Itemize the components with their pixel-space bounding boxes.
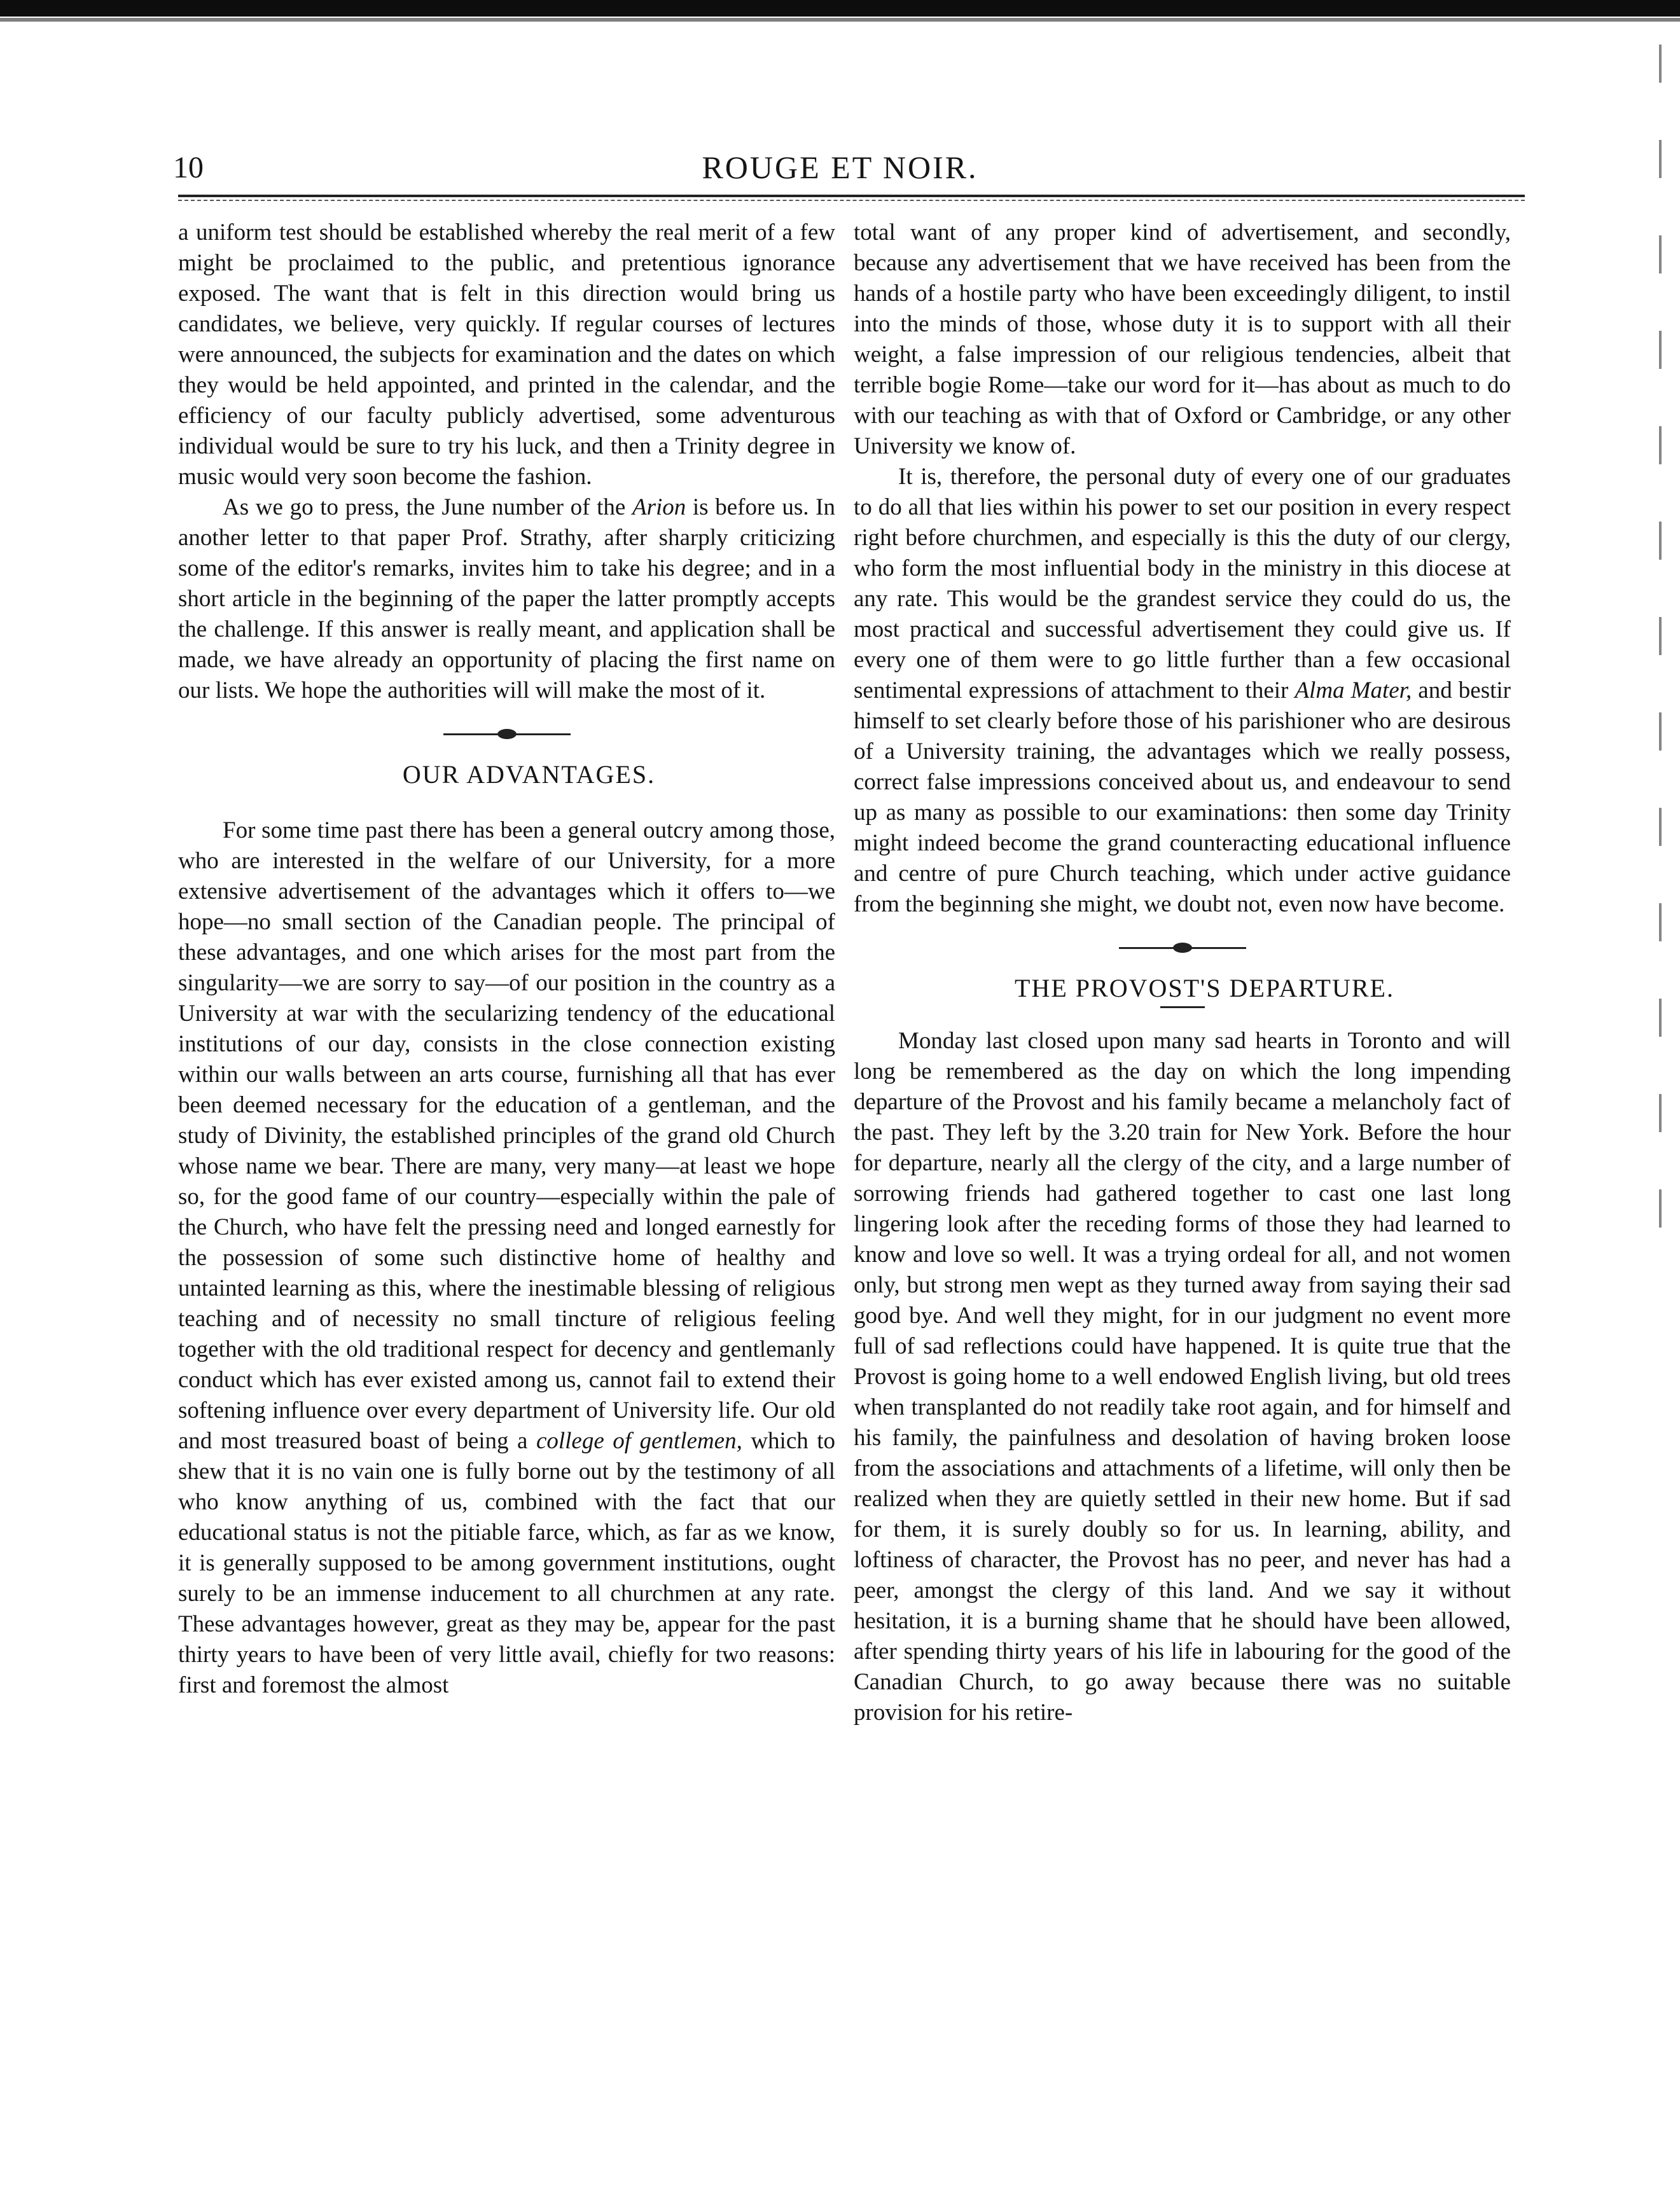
section-ornament [178, 725, 835, 743]
text-run: and bestir himself to set clearly before those of his parishioner who are desirous of a University training, the advantages which we really possess, correct false impressions conceived about us, and endeavour to send up as many as possible to our examinations: then some day Trinity might indeed become the grand counteracting educational influence and centre of pure Church teaching, which under active guidance from the beginning she might, we doubt not, even now have become. [854, 677, 1511, 917]
paragraph: a uniform test should be established whereby the real merit of a few might be proclaimed to the public, and pretentious ignorance exposed. The want that is felt in this direction would bring us candidates, we believe, very quickly. If regular courses of lectures were announced, the subjects for examination and the dates on which they would be held appointed, and printed in the calendar, and the efficiency of our faculty publicly advertised, some adventurous individual would be sure to try his luck, and then a Trinity degree in music would very soon become the fashion. [178, 219, 835, 490]
italic-title: Arion [632, 494, 686, 520]
text-run: As we go to press, the June number of the [223, 494, 632, 520]
left-column [178, 218, 835, 2138]
text-run: It is, therefore, the personal duty of every one of our graduates to do all that lies within his power to set our position in every respect right before churchmen, and especially is this the duty of our clergy, who form the most influential body in the ministry in this diocese at any rate. This would be the grandest service they could do us, the most practical and successful advertisement they could give us. If every one of them were to go little further than a few occasional sentimental expressions of attachment to their [854, 464, 1511, 703]
page-number: 10 [173, 151, 204, 184]
paragraph [854, 462, 1511, 920]
paragraph [178, 492, 835, 706]
section-ornament [854, 939, 1511, 957]
text-run: For some time past there has been a general outcry among those, who are interested in the welfare of our University, for a more extensive advertisement of the advantages which it offers to—we hope—no small section of the Canadian people. The principal of these advantages, and one which arises for the most part from the singularity—we are sorry to say—of our position in the country as a University at war with the secularizing tendency of the educational institutions of our day, consists in the close connection existing within our walls between an arts course, furnishing all that has ever been deemed necessary for the education of a gentleman, and the study of Divinity, the established principles of the grand old Church whose name we bear. There are many, very many—at least we hope so, for the good fame of our country—especially within the pale of the Church, who have felt the pressing need and longed earnestly for the possession of some such distinctive home of healthy and untainted learning as this, where the inestimable blessing of religious teaching and of necessity no small tincture of religious feeling together with the old traditional respect for decency and gentlemanly conduct which has ever existed among us, cannot fail to extend their softening influence over every department of University life. Our old and most treasured boast of being a [178, 817, 835, 1454]
running-title: ROUGE ET NOIR. [702, 149, 978, 185]
section-heading: THE PROVOST'S DEPARTURE. [1015, 974, 1394, 1002]
section-heading: OUR ADVANTAGES. [402, 760, 656, 789]
italic-phrase: Alma Mater, [1295, 677, 1412, 703]
scan-top-shadow [0, 18, 1680, 22]
paragraph: Monday last closed upon many sad hearts in Toronto and will long be remembered as the day on which the long impending departure of the Provost and his family became a melancholy fact of the past. They left by the 3.20 train for New York. Before the hour for departure, nearly all the clergy of the city, and a large number of sorrowing friends had gathered together to cast one last long lingering look after the receding forms of those they had learned to know and love so well. It was a trying ordeal for all, and not women only, but strong men wept as they turned away from saying their sad good bye. And well they might, for in our judgment no event more full of sad reflections could have happened. It is quite true that the Provost is going home to a well endowed English living, but old trees when transplanted do not readily take root again, and for himself and his family, the painfulness and desolation of having broken loose from the associations and attachments of a lifetime, will only then be realized when they are quietly settled in their new home. But if sad for them, it is surely doubly so for us. In learning, ability, and loftiness of character, the Provost has no peer, and never has had a peer, amongst the clergy of this land. And we say it without hesitation, it is a burning shame that he should have been allowed, after spending thirty years of his life in labouring for the good of the Canadian Church, to go away because there was no suitable provision for his retire- [854, 1028, 1511, 1726]
text-run: which to shew that it is no vain one is fully borne out by the testimony of all who know anything of us, combined with the fact that our educational status is not the pitiable farce, which, as far as we know, it is generally supposed to be among government institutions, ought surely to be an immense inducement to all churchmen at any rate. These advantages however, great as they may be, appear for the past thirty years to have been of very little avail, chiefly for two reasons: first and foremost the almost [178, 1428, 835, 1698]
paragraph: total want of any proper kind of advertisement, and secondly, because any advertisement that we have received has been from the hands of a hostile party who have been exceedingly diligent, to instil into the minds of those, whose duty it is to support with all their weight, a false impression of our religious tendencies, albeit that terrible bogie Rome—take our word for it—has about as much to do with our teaching as with that of Oxford or Cambridge, or any other University we know of. [854, 219, 1511, 459]
italic-phrase: college of gentlemen, [536, 1428, 742, 1454]
scan-top-border [0, 0, 1680, 17]
text-run: is before us. In another letter to that paper Prof. Strathy, after sharply criticizing some of the editor's remarks, invites him to take his degree; and in a short article in the beginning of the paper the latter promptly accepts the challenge. If this answer is really meant, and application shall be made, we have already an opportunity of placing the first name on our lists. We hope the authorities will will make the most of it. [178, 494, 835, 703]
right-column [854, 218, 1511, 2138]
heading-rule [1160, 1006, 1205, 1008]
scan-right-edge [1659, 45, 1662, 1253]
spacer [178, 790, 835, 815]
paragraph [178, 815, 835, 1701]
header-rule [178, 195, 1525, 201]
